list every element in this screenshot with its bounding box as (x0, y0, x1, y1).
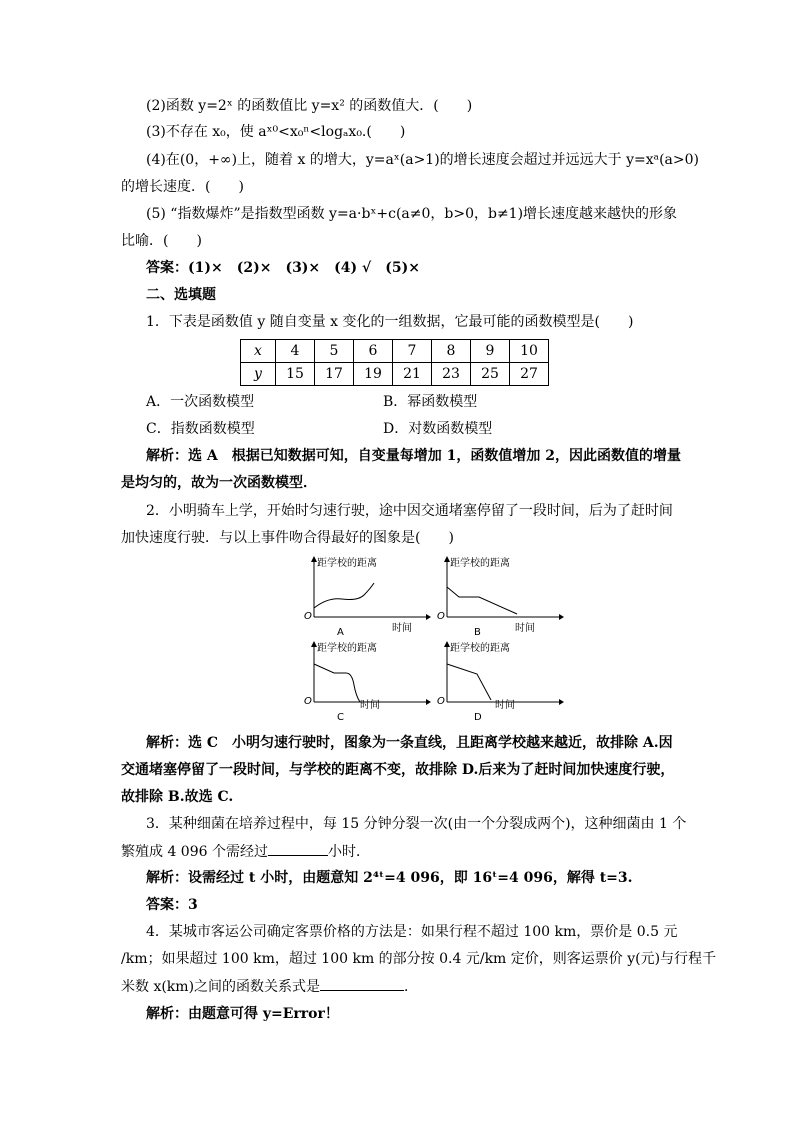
analysis-2-line-2: 交通堵塞停留了一段时间，与学校的距离不变，故排除 D.后来为了赶时间加快速度行驶， (121, 762, 675, 778)
table-cell: 25 (471, 363, 510, 386)
table-cell: 4 (276, 340, 315, 363)
x-axis-label: 时间 (360, 700, 380, 711)
analysis-2-line-3: 故排除 B.故选 C. (121, 789, 234, 805)
problem-4-text: 米数 x(km)之间的函数关系式是 (121, 979, 321, 995)
table-cell: 10 (510, 340, 549, 363)
table-cell: 6 (354, 340, 393, 363)
origin-label: O (437, 696, 445, 707)
option-b: B．幂函数模型 (383, 394, 478, 410)
problem-4-line-1: 4．某城市客运公司确定客票价格的方法是：如果行程不超过 100 km，票价是 0.5 元 (146, 924, 678, 940)
y-axis-label: 距学校的距离 (317, 643, 377, 654)
option-a: A．一次函数模型 (146, 394, 255, 410)
y-axis-label: 距学校的距离 (317, 558, 377, 569)
problem-3-text: 繁殖成 4 096 个需经过 (121, 844, 268, 860)
q4-line-1: (4)在(0，+∞)上，随着 x 的增大，y=aˣ(a>1)的增长速度会超过并远远大于 y=xᵃ(a>0) (146, 152, 699, 168)
table-cell: 8 (432, 340, 471, 363)
y-axis-label: 距学校的距离 (450, 643, 510, 654)
table-cell: y (241, 363, 276, 386)
problem-4-line-2: /km；如果超过 100 km，超过 100 km 的部分按 0.4 元/km 定价，则客运票价 y(元)与行程千 (121, 951, 717, 967)
section-heading: 二、选填题 (146, 287, 216, 303)
curve-b (447, 587, 517, 614)
analysis-1-line-2: 是均匀的，故为一次函数模型． (121, 475, 317, 491)
table-row (241, 363, 549, 386)
q2-line: (2)函数 y=2ˣ 的函数值比 y=x² 的函数值大．( ) (146, 98, 473, 114)
graph-a (302, 555, 432, 643)
option-d: D．对数函数模型 (383, 421, 493, 437)
x-axis-label: 时间 (392, 623, 412, 634)
answer-blank (320, 976, 404, 991)
problem-3-text-end: 小时． (327, 844, 370, 860)
graph-label: D (474, 712, 482, 723)
answer-judgement: 答案：(1)× (2)× (3)× (4) √ (5)× (146, 260, 420, 276)
q4-line-2: 的增长速度．( ) (121, 179, 244, 195)
table-cell: 15 (276, 363, 315, 386)
graph-d (435, 640, 565, 728)
analysis-3: 解析：设需经过 t 小时，由题意知 2⁴ᵗ=4 096，即 16ᵗ=4 096，解得 t=3. (146, 870, 633, 886)
graph-c (302, 640, 432, 728)
graph-label: B (474, 627, 481, 638)
answer-blank (268, 841, 328, 856)
origin-label: O (304, 611, 312, 622)
graph-label: C (337, 712, 344, 723)
curve-a (314, 583, 374, 608)
problem-3-line-1: 3．某种细菌在培养过程中，每 15 分钟分裂一次(由一个分裂成两个)，这种细菌由 1 个 (146, 816, 687, 832)
q3-line: (3)不存在 x₀，使 aˣ⁰<x₀ⁿ<logₐx₀.( ) (146, 124, 406, 140)
data-table (240, 339, 549, 386)
option-c: C．指数函数模型 (146, 421, 255, 437)
origin-label: O (437, 611, 445, 622)
table-row (241, 340, 549, 363)
x-axis-label: 时间 (495, 700, 515, 711)
x-axis-label: 时间 (515, 623, 535, 634)
table-cell: 17 (315, 363, 354, 386)
table-cell: 5 (315, 340, 354, 363)
q5-line-2: 比喻．( ) (121, 233, 202, 249)
table-cell: 7 (393, 340, 432, 363)
analysis-4: 解析：由题意可得 y=Error！ (146, 1006, 339, 1022)
y-axis-label: 距学校的距离 (450, 558, 510, 569)
curve-d (447, 664, 491, 700)
table-cell: 23 (432, 363, 471, 386)
q5-line-1: (5) “指数爆炸”是指数型函数 y=a·bˣ+c(a≠0，b>0，b≠1)增长速度越来越快的形象 (146, 206, 678, 222)
x-axis-arrow (426, 614, 431, 620)
x-axis-arrow (559, 614, 564, 620)
problem-2-line-2: 加快速度行驶．与以上事件吻合得最好的图象是( ) (121, 530, 454, 546)
graph-label: A (337, 627, 344, 638)
analysis-1-line-1: 解析：选 A 根据已知数据可知，自变量每增加 1，函数值增加 2，因此函数值的增量 (146, 448, 681, 464)
problem-4-line-3 (121, 976, 418, 997)
graph-b (435, 555, 565, 643)
problem-1: 1．下表是函数值 y 随自变量 x 变化的一组数据，它最可能的函数模型是( ) (146, 314, 634, 330)
problem-3-line-2 (121, 841, 370, 862)
problem-4-text-end: ． (404, 979, 419, 995)
curve-c (314, 664, 360, 702)
answer-3: 答案：3 (146, 897, 198, 913)
table-cell: 9 (471, 340, 510, 363)
x-axis-arrow (426, 699, 431, 705)
table-cell: 19 (354, 363, 393, 386)
origin-label: O (304, 696, 312, 707)
problem-2-line-1: 2．小明骑车上学，开始时匀速行驶，途中因交通堵塞停留了一段时间，后为了赶时间 (146, 503, 673, 519)
table-cell: x (241, 340, 276, 363)
x-axis-arrow (559, 699, 564, 705)
analysis-2-line-1: 解析：选 C 小明匀速行驶时，图象为一条直线，且距离学校越来越近，故排除 A.因 (146, 735, 673, 751)
table-cell: 27 (510, 363, 549, 386)
table-cell: 21 (393, 363, 432, 386)
